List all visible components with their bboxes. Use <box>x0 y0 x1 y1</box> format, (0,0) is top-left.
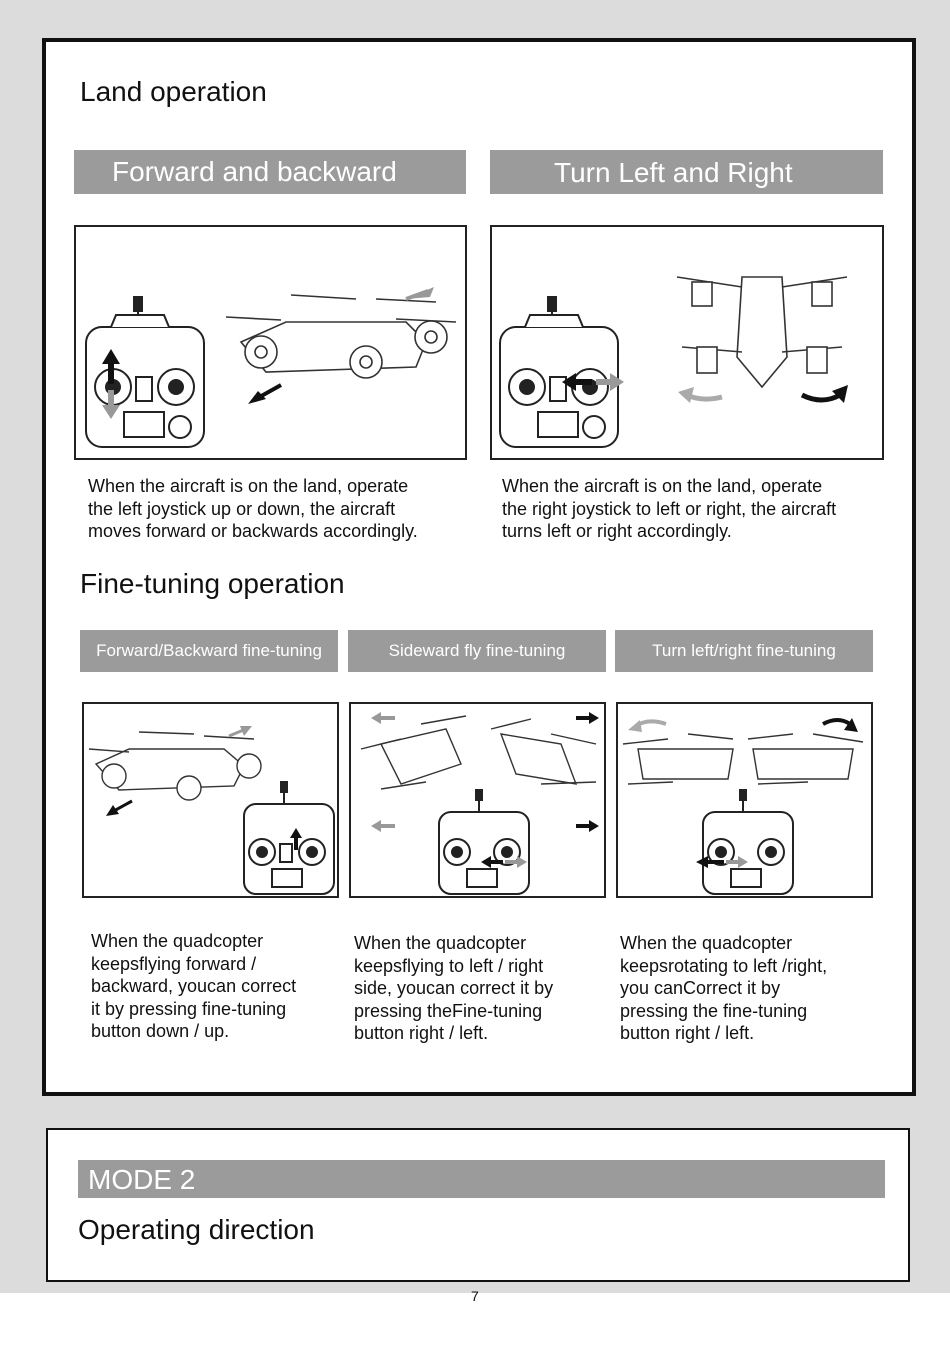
forward-arrow-icon <box>406 287 434 299</box>
controller-image <box>500 297 618 447</box>
text-line: When the quadcopter <box>354 933 527 953</box>
text-line: pressing the fine-tuning <box>620 1000 808 1021</box>
left-arrow-icon <box>371 712 395 724</box>
operating-direction-title: Operating direction <box>78 1214 315 1245</box>
controller-image <box>244 782 334 894</box>
backward-arrow-icon <box>106 801 132 816</box>
fine-tuning-title: Fine-tuning operation <box>80 568 345 599</box>
text-line: When the aircraft is on the land, operate <box>88 476 409 496</box>
text-line: keepsrotating to left /right, <box>620 955 828 976</box>
left-drone-image <box>361 716 466 789</box>
text-line: it by pressing fine-tuning <box>91 998 287 1019</box>
turn-left-right-banner: Turn Left and Right <box>490 150 883 194</box>
text-line: side, youcan correct it by <box>354 978 554 998</box>
forward-backward-fine-tuning-banner: Forward/Backward fine-tuning <box>80 630 338 672</box>
car-drone-image <box>89 732 261 800</box>
turn-fine-tuning-description <box>620 932 827 1045</box>
controller-image <box>86 297 204 447</box>
text-line: button down / up. <box>91 1021 230 1041</box>
sideward-fine-tuning-description <box>354 932 553 1045</box>
forward-backward-illustration <box>74 225 467 460</box>
text-line: turns left or right accordingly. <box>502 521 732 541</box>
right-arrow-icon <box>576 712 599 724</box>
rotate-right-arrow-icon <box>823 718 858 732</box>
text-line: you canCorrect it by <box>620 978 781 998</box>
forward-backward-description <box>88 475 418 543</box>
text-line: When the quadcopter <box>620 933 793 953</box>
text-line: pressing theFine-tuning <box>354 1000 543 1021</box>
right-arrow-icon <box>576 820 599 832</box>
forward-backward-fine-tuning-illustration <box>82 702 339 898</box>
sideward-fine-tuning-banner: Sideward fly fine-tuning <box>348 630 606 672</box>
text-line: button right / left. <box>620 1023 755 1043</box>
forward-arrow-icon <box>229 726 252 736</box>
text-line: When the quadcopter <box>91 931 264 951</box>
right-drone-image <box>748 734 863 784</box>
turn-left-right-description <box>502 475 836 543</box>
turn-fine-tuning-banner: Turn left/right fine-tuning <box>615 630 873 672</box>
text-line: keepsflying forward / <box>91 953 257 974</box>
turn-fine-tuning-illustration <box>616 702 873 898</box>
forward-backward-fine-tuning-description <box>91 930 296 1043</box>
left-drone-image <box>623 734 733 784</box>
text-line: button right / left. <box>354 1023 489 1043</box>
text-line: When the aircraft is on the land, operate <box>502 476 823 496</box>
page-number: 7 <box>471 1288 479 1304</box>
rotate-left-arrow-icon <box>628 720 666 732</box>
turn-left-right-illustration <box>490 225 884 460</box>
land-operation-title: Land operation <box>80 76 267 107</box>
controller-image <box>703 790 793 894</box>
right-drone-image <box>491 719 596 784</box>
forward-backward-banner: Forward and backward <box>74 150 466 194</box>
text-line: backward, youcan correct <box>91 976 297 996</box>
mode2-banner: MODE 2 <box>78 1160 885 1198</box>
text-line: the left joystick up or down, the aircraft <box>88 498 396 519</box>
text-line: moves forward or backwards accordingly. <box>88 521 418 541</box>
text-line: keepsflying to left / right <box>354 955 544 976</box>
mode2-section <box>46 1128 910 1282</box>
text-line: the right joystick to left or right, the aircraft <box>502 498 837 519</box>
controller-image <box>439 790 529 894</box>
car-drone-image <box>226 295 456 378</box>
rotate-left-arrow-icon <box>678 387 722 403</box>
left-arrow-icon <box>371 820 395 832</box>
top-view-drone-image <box>677 277 847 387</box>
backward-arrow-icon <box>248 385 281 404</box>
rotate-right-arrow-icon <box>802 385 848 403</box>
sideward-fine-tuning-illustration <box>349 702 606 898</box>
